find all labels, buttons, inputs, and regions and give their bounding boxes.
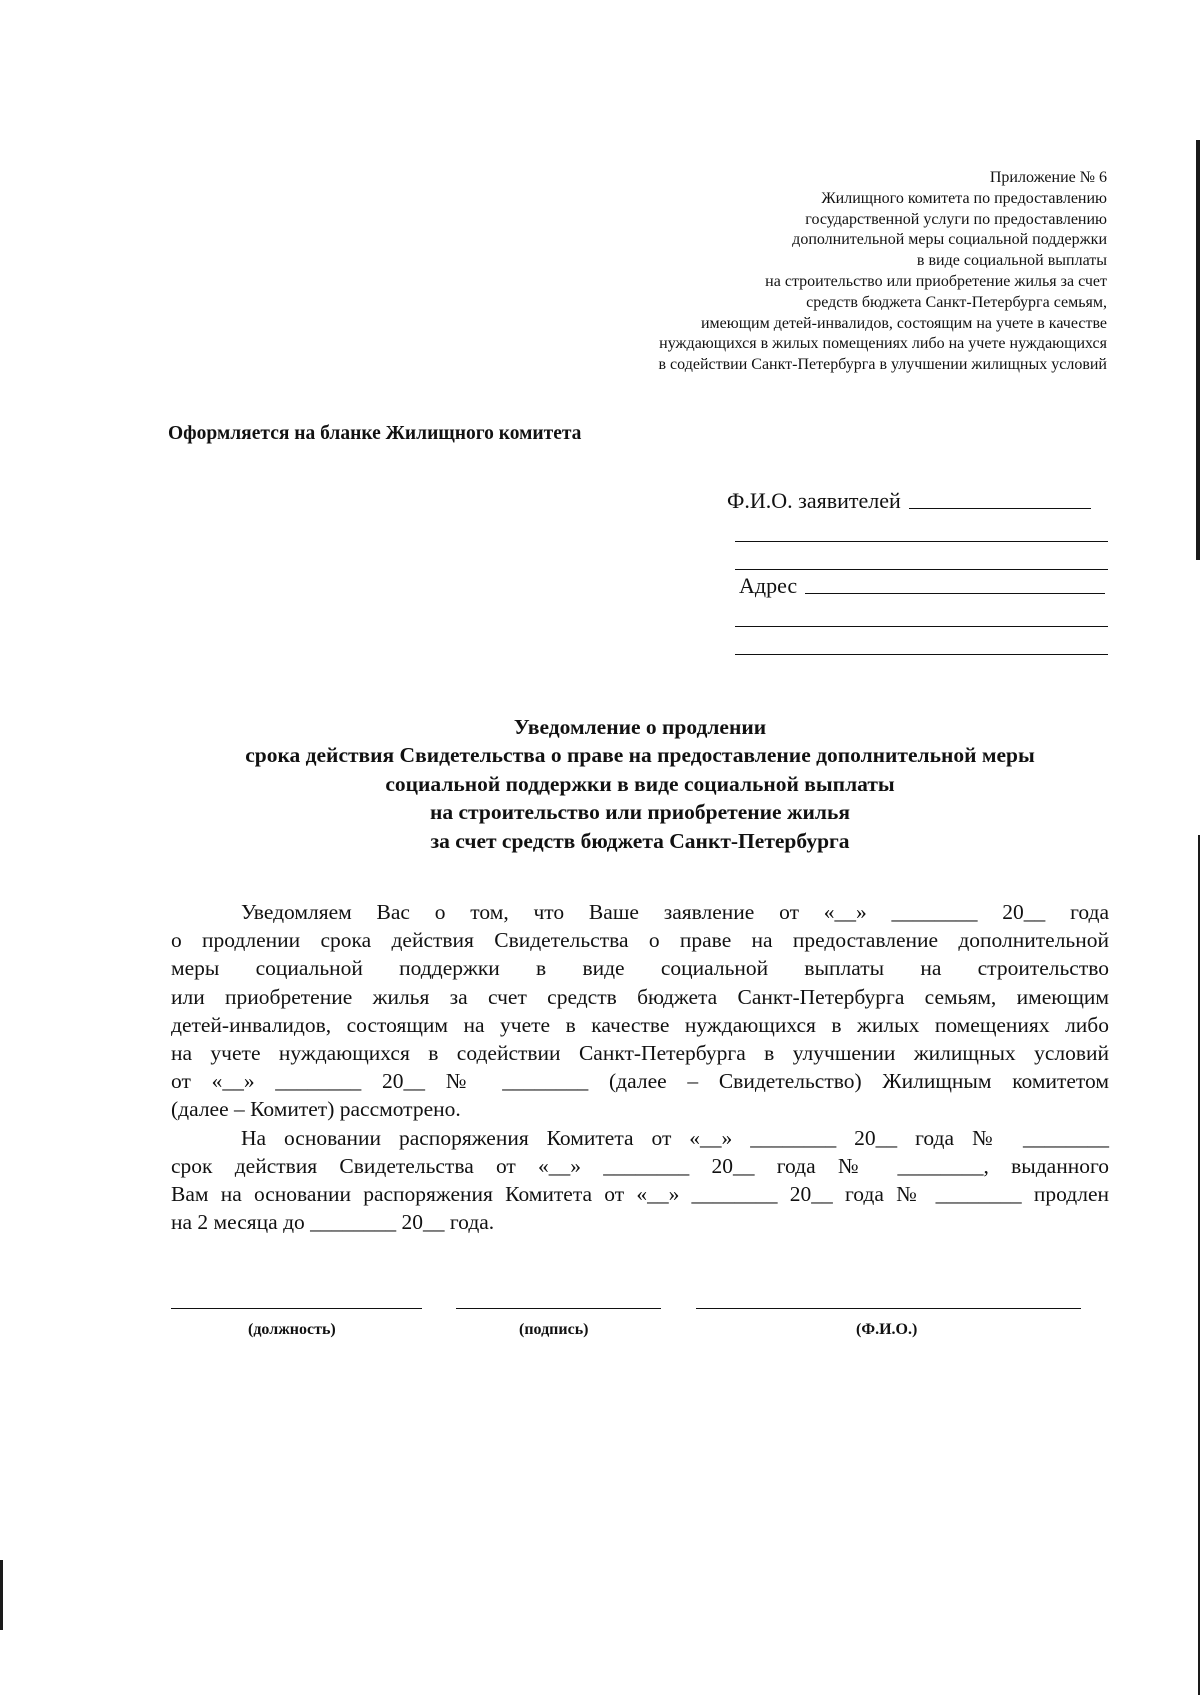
- header-line: дополнительной меры социальной поддержки: [792, 231, 1107, 249]
- address-blank-line[interactable]: [735, 626, 1108, 627]
- address-label: Адрес: [739, 573, 798, 598]
- body-line: срок действия Свидетельства от «__» ________ 20__ года № ________, выданного: [171, 1153, 1109, 1178]
- applicants-label: Ф.И.О. заявителей: [727, 488, 901, 513]
- header-line: в виде социальной выплаты: [916, 252, 1107, 270]
- title-line: Уведомление о продлении: [513, 715, 767, 739]
- header-line: в содействии Санкт-Петербурга в улучшении жилищных условий: [658, 356, 1107, 374]
- address-blank[interactable]: [805, 593, 1105, 594]
- applicants-blank-line[interactable]: [735, 569, 1108, 570]
- title-line: срока действия Свидетельства о праве на предоставление дополнительной меры: [245, 743, 1035, 768]
- address-blank-line[interactable]: [735, 654, 1108, 655]
- notice-title: [150, 713, 1130, 855]
- body-line: о продлении срока действия Свидетельства о праве на предоставление дополнительной: [171, 928, 1109, 953]
- name-label: (Ф.И.О.): [856, 1321, 918, 1338]
- header-line: Приложение № 6: [989, 169, 1107, 186]
- position-signature-line[interactable]: [171, 1308, 422, 1309]
- blank-note: Оформляется на бланке Жилищного комитета: [168, 423, 582, 444]
- scan-edge-mark: [1196, 140, 1200, 560]
- body-line: На основании распоряжения Комитета от «__» ________ 20__ года № ________: [241, 1125, 1109, 1150]
- signature-label: (подпись): [519, 1321, 589, 1338]
- applicants-field[interactable]: [727, 488, 1091, 514]
- body-line: на 2 месяца до ________ 20__ года.: [171, 1210, 495, 1235]
- header-line: средств бюджета Санкт-Петербурга семьям,: [806, 293, 1107, 311]
- position-label: (должность): [248, 1321, 336, 1338]
- title-line: социальной поддержки в виде социальной выплаты: [385, 771, 895, 796]
- address-field[interactable]: [739, 573, 1105, 599]
- notice-body: [171, 898, 1109, 1236]
- body-line: на учете нуждающихся в содействии Санкт-Петербурга в улучшении жилищных условий: [171, 1041, 1109, 1066]
- title-line: за счет средств бюджета Санкт-Петербурга: [430, 828, 850, 853]
- applicants-blank-line[interactable]: [735, 541, 1108, 542]
- body-line: (далее – Комитет) рассмотрено.: [171, 1097, 461, 1122]
- name-signature-line[interactable]: [696, 1308, 1081, 1309]
- header-line: имеющим детей-инвалидов, состоящим на учете в качестве: [700, 314, 1107, 332]
- header-line: на строительство или приобретение жилья за счет: [765, 272, 1107, 290]
- body-line: детей-инвалидов, состоящим на учете в качестве нуждающихся в жилых помещениях либо: [171, 1012, 1109, 1037]
- body-line: Вам на основании распоряжения Комитета от «__» ________ 20__ года № ________ продлен: [171, 1182, 1109, 1207]
- header-line: государственной услуги по предоставлению: [805, 210, 1107, 228]
- body-line: или приобретение жилья за счет средств бюджета Санкт-Петербурга семьям, имеющим: [171, 984, 1109, 1009]
- header-line: нуждающихся в жилых помещениях либо на учете нуждающихся: [659, 335, 1107, 353]
- body-line: от «__» ________ 20__ № ________ (далее – Свидетельство) Жилищным комитетом: [171, 1069, 1109, 1094]
- title-line: на строительство или приобретение жилья: [430, 800, 850, 825]
- scan-edge-mark: [0, 1560, 3, 1630]
- applicants-blank[interactable]: [909, 508, 1091, 509]
- body-line: Уведомляем Вас о том, что Ваше заявление от «__» ________ 20__ года: [241, 900, 1109, 924]
- signature-line[interactable]: [456, 1308, 661, 1309]
- appendix-header: [547, 168, 1107, 376]
- body-line: меры социальной поддержки в виде социальной выплаты на строительство: [171, 956, 1109, 981]
- header-line: Жилищного комитета по предоставлению: [821, 189, 1107, 207]
